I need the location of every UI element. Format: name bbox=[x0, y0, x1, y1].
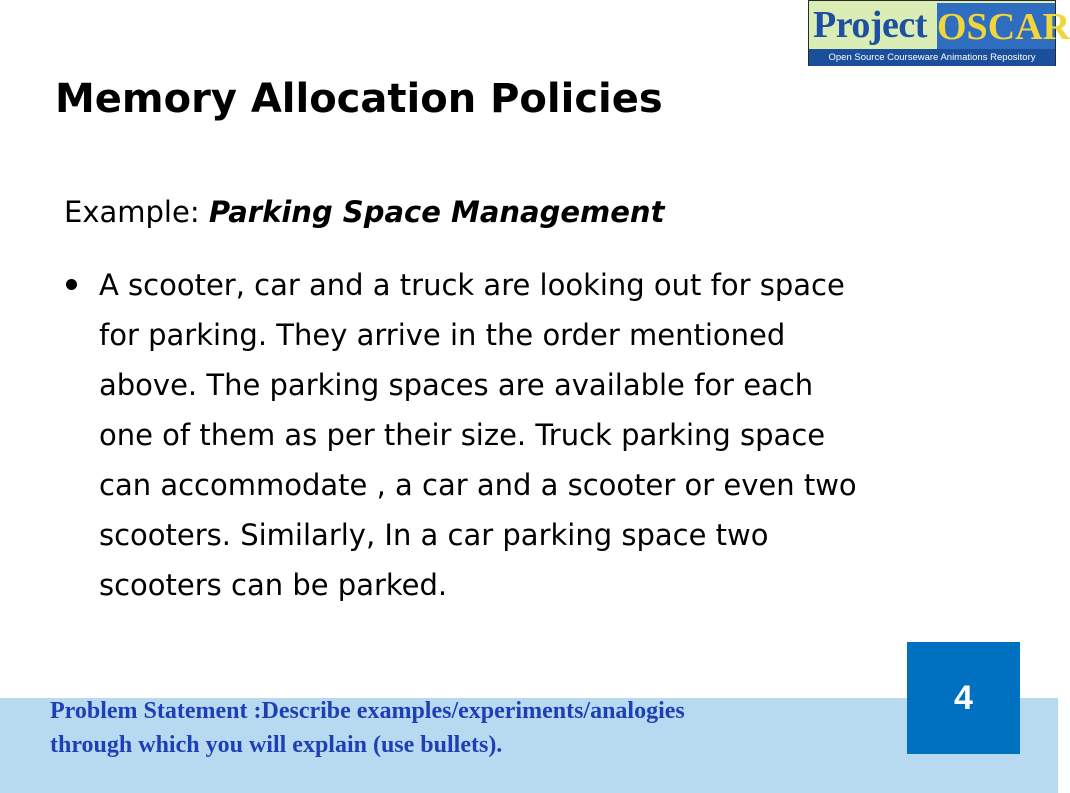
bullet-dot-icon bbox=[66, 279, 77, 290]
bullet-line: above. The parking spaces are available for each bbox=[99, 368, 814, 402]
bullet-line: A scooter, car and a truck are looking out for space bbox=[99, 268, 845, 302]
logo-wordmark bbox=[809, 1, 1070, 49]
bullet-line: scooters. Similarly, In a car parking space two bbox=[99, 518, 769, 552]
bullet-line: one of them as per their size. Truck parking space bbox=[99, 418, 826, 452]
project-oscar-logo bbox=[808, 0, 1070, 66]
problem-statement bbox=[50, 694, 685, 762]
logo-word-project: Project bbox=[813, 4, 927, 46]
bullet-line: for parking. They arrive in the order mentioned bbox=[99, 318, 786, 352]
problem-statement-line: Problem Statement :Describe examples/experiments/analogies bbox=[50, 698, 685, 724]
slide-title: Memory Allocation Policies bbox=[55, 76, 663, 122]
slide-number-badge: 4 bbox=[907, 642, 1020, 754]
logo-word-oscar: OSCAR bbox=[937, 6, 1070, 48]
bullet-line: can accommodate , a car and a scooter or even two bbox=[99, 468, 857, 502]
logo-oscar-block bbox=[937, 3, 1070, 49]
bullet-paragraph bbox=[99, 260, 1019, 610]
example-heading bbox=[64, 190, 664, 234]
logo-tagline: Open Source Courseware Animations Repository bbox=[809, 49, 1055, 66]
example-topic: Parking Space Management bbox=[208, 195, 665, 229]
problem-statement-line: through which you will explain (use bullets). bbox=[50, 732, 503, 758]
example-prefix: Example: bbox=[64, 195, 209, 229]
bullet-line: scooters can be parked. bbox=[99, 568, 448, 602]
